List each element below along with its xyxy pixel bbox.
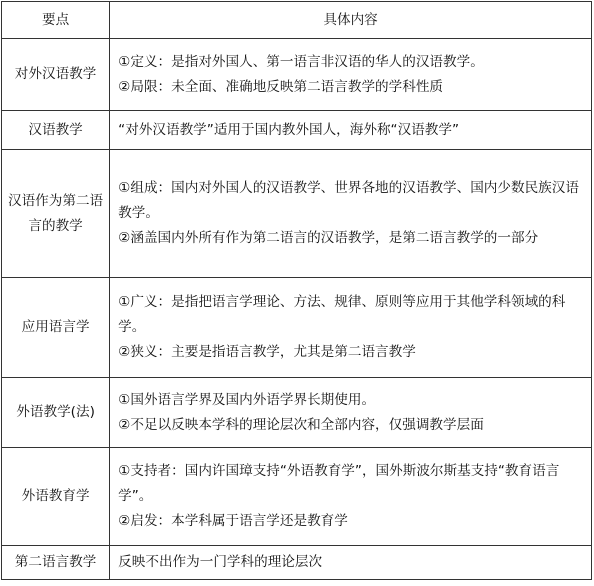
row-key: 外语教学(法) (2, 378, 110, 448)
row-key: 对外汉语教学 (2, 39, 110, 111)
row-key: 汉语教学 (2, 111, 110, 150)
content-line: 反映不出作为一门学科的理论层次 (118, 554, 323, 570)
row-content (110, 546, 592, 580)
content-table (1, 1, 592, 580)
row-key: 汉语作为第二语言的教学 (2, 150, 110, 278)
table-row (2, 378, 592, 448)
row-key: 外语教育学 (2, 448, 110, 546)
content-line: ②局限：未全面、准确地反映第二语言教学的学科性质 (118, 78, 444, 95)
content-line: ②涵盖国内外所有作为第二语言的汉语教学，是第二语言教学的一部分 (118, 230, 539, 246)
table-row (2, 150, 592, 278)
table-row (2, 448, 592, 546)
content-line: ②狭义：主要是指语言教学，尤其是第二语言教学 (118, 344, 416, 360)
row-content (110, 111, 592, 150)
table-row (2, 278, 592, 378)
row-content (110, 378, 592, 448)
content-line: ①支持者：国内许国璋支持“外语教育学”，国外斯波尔斯基支持“教育语言学”。 (118, 463, 560, 504)
content-line: ①组成：国内对外国人的汉语教学、世界各地的汉语教学、国内少数民族汉语教学。 (118, 180, 579, 221)
row-content (110, 278, 592, 378)
row-content (110, 39, 592, 111)
table-row (2, 111, 592, 150)
content-line: ①定义：是指对外国人、第一语言非汉语的华人的汉语教学。 (118, 53, 484, 70)
table-row (2, 39, 592, 111)
row-content (110, 448, 592, 546)
content-line: ①国外语言学界及国内外语学界长期使用。 (118, 391, 376, 408)
header-row (2, 2, 592, 39)
content-line: ②不足以反映本学科的理论层次和全部内容，仅强调教学层面 (118, 416, 484, 433)
content-line: ②启发：本学科属于语言学还是教育学 (118, 513, 348, 529)
header-key: 要点 (2, 2, 110, 39)
content-line: ①广义：是指把语言学理论、方法、规律、原则等应用于其他学科领域的科学。 (118, 294, 566, 335)
header-content: 具体内容 (110, 2, 592, 39)
content-line: “对外汉语教学”适用于国内教外国人，海外称“汉语教学” (118, 121, 459, 138)
row-content (110, 150, 592, 278)
row-key: 第二语言教学 (2, 546, 110, 580)
row-key: 应用语言学 (2, 278, 110, 378)
table-row (2, 546, 592, 580)
